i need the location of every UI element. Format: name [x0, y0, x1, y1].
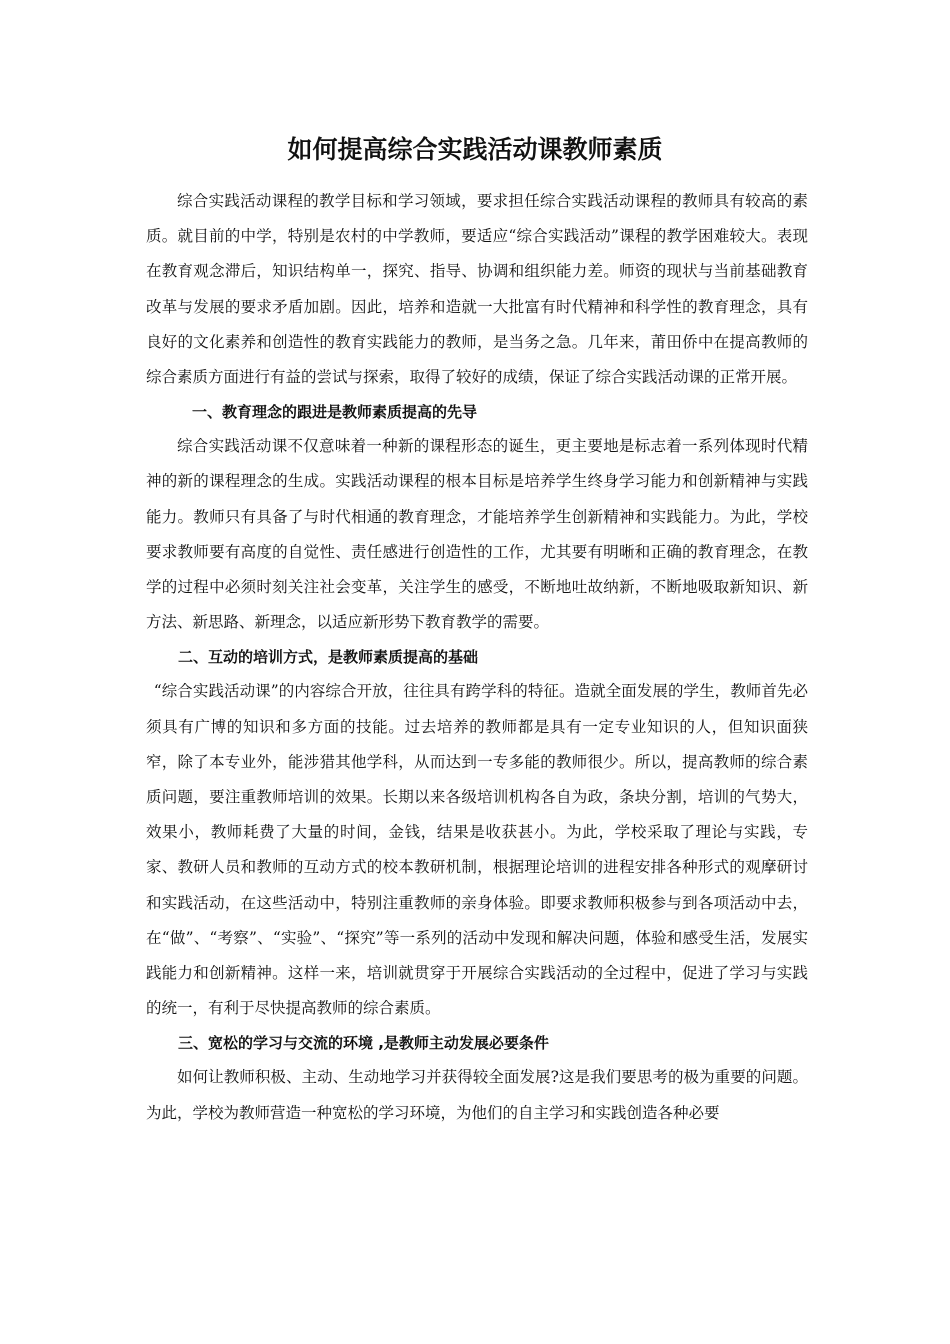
document-title: 如何提高综合实践活动课教师素质: [287, 135, 663, 164]
document-body: [146, 184, 808, 1131]
section-1-heading: 一、教育理念的跟进是教师素质提高的先导: [192, 403, 478, 422]
section-3-heading: 三、宽松的学习与交流的环境 ,是教师主动发展必要条件: [178, 1034, 549, 1053]
section-3-paragraph: 如何让教师积极、主动、生动地学习并获得较全面发展?这是我们要思考的极为重要的问题。为此，学校为教师营造一种宽松的学习环境，为他们的自主学习和实践创造各种必要: [146, 1068, 808, 1122]
section-2-paragraph: “综合实践活动课”的内容综合开放，往往具有跨学科的特征。造就全面发展的学生，教师首先必须具有广博的知识和多方面的技能。过去培养的教师都是具有一定专业知识的人，但知识面狭窄，除了本专业外，能涉猎其他学科，从而达到一专多能的教师很少。所以，提高教师的综合素质问题，要注重教师培训的效果。长期以来各级培训机构各自为政，条块分割，培训的气势大，效果小，教师耗费了大量的时间，金钱，结果是收获甚小。为此，学校采取了理论与实践，专家、教研人员和教师的互动方式的校本教研机制，根据理论培训的进程安排各种形式的观摩研讨和实践活动，在这些活动中，特别注重教师的亲身体验。即要求教师积极参与到各项活动中去，在“做”、“考察”、“实验”、“探究”等一系列的活动中发现和解决问题，体验和感受生活，发展实践能力和创新精神。这样一来，培训就贯穿于开展综合实践活动的全过程中，促进了学习与实践的统一，有利于尽快提高教师的综合素质。: [146, 682, 808, 1018]
intro-paragraph: 综合实践活动课程的教学目标和学习领域，要求担任综合实践活动课程的教师具有较高的素质。就目前的中学，特别是农村的中学教师，要适应“综合实践活动”课程的教学困难较大。表现在教育观念滞后，知识结构单一，探究、指导、协调和组织能力差。师资的现状与当前基础教育改革与发展的要求矛盾加剧。因此，培养和造就一大批富有时代精神和科学性的教育理念，具有良好的文化素养和创造性的教育实践能力的教师，是当务之急。几年来，莆田侨中在提高教师的综合素质方面进行有益的尝试与探索，取得了较好的成绩，保证了综合实践活动课的正常开展。: [146, 192, 808, 387]
section-1-paragraph: 综合实践活动课不仅意味着一种新的课程形态的诞生，更主要地是标志着一系列体现时代精神的新的课程理念的生成。实践活动课程的根本目标是培养学生终身学习能力和创新精神与实践能力。教师只有具备了与时代相通的教育理念，才能培养学生创新精神和实践能力。为此，学校要求教师要有高度的自觉性、责任感进行创造性的工作，尤其要有明晰和正确的教育理念，在教学的过程中必须时刻关注社会变革，关注学生的感受，不断地吐故纳新，不断地吸取新知识、新方法、新思路、新理念，以适应新形势下教育教学的需要。: [146, 437, 808, 632]
section-2-heading: 二、互动的培训方式，是教师素质提高的基础: [178, 648, 479, 667]
